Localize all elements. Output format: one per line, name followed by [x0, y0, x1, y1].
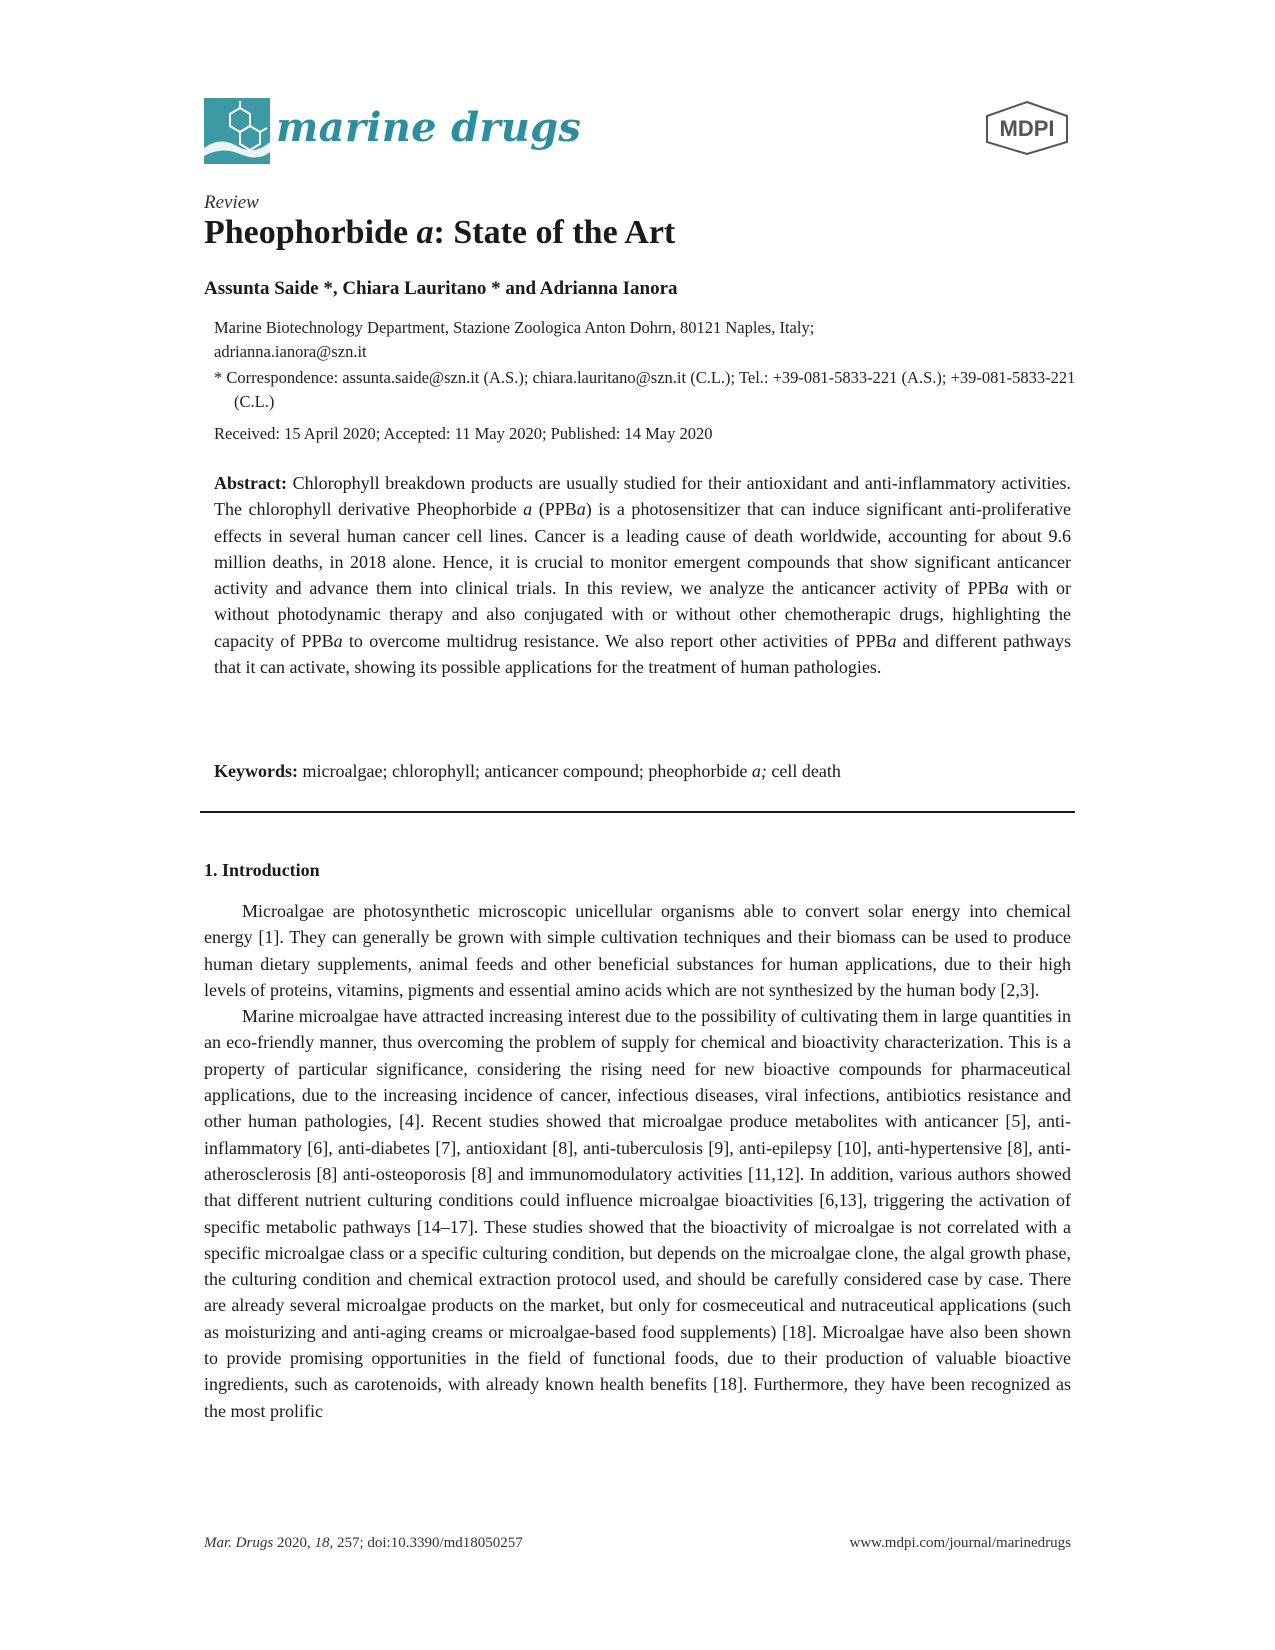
author-list: Assunta Saide *, Chiara Lauritano * and Adrianna Ianora: [204, 278, 678, 299]
introduction-body: [204, 898, 1071, 1424]
abstract-label: Abstract:: [214, 473, 287, 493]
journal-name: marine drugs: [276, 104, 582, 151]
article-type: Review: [204, 192, 259, 213]
keywords-label: Keywords:: [214, 761, 298, 781]
paragraph: Marine microalgae have attracted increasing interest due to the possibility of cultivating them in large quantities in an eco-friendly manner, thus overcoming the problem of supply for chemical and bioactivity characterization. This is a property of particular significance, considering the rising need for new bioactive compounds for pharmaceutical applications, due to the increasing incidence of cancer, infectious diseases, viral infections, antibiotics resistance and other human pathologies, [4]. Recent studies showed that microalgae produce metabolites with anticancer [5], anti-inflammatory [6], anti-diabetes [7], antioxidant [8], anti-tuberculosis [9], anti-epilepsy [10], anti-hypertensive [8], anti-atherosclerosis [8] anti-osteoporosis [8] and immunomodulatory activities [11,12]. In addition, various authors showed that different nutrient culturing conditions could influence microalgae bioactivities [6,13], triggering the activation of specific metabolic pathways [14–17]. These studies showed that the bioactivity of microalgae is not correlated with a specific microalgae class or a specific culturing condition, but depends on the microalgae clone, the algal growth phase, the culturing condition and chemical extraction protocol used, and should be carefully considered case by case. There are already several microalgae products on the market, but only for cosmeceutical and nutraceutical applications (such as moisturizing and anti-aging creams or microalgae-based food supplements) [18]. Microalgae have also been shown to provide promising opportunities in the field of functional foods, due to their production of valuable bioactive ingredients, such as carotenoids, with already known health benefits [18]. Furthermore, they have been recognized as the most prolific: [204, 1006, 1071, 1421]
article-title: Pheophorbide a: State of the Art: [204, 214, 676, 251]
journal-url-link[interactable]: www.mdpi.com/journal/marinedrugs: [849, 1535, 1071, 1551]
citation-footer: Mar. Drugs 2020, 18, 257; doi:10.3390/md18050257: [204, 1535, 523, 1551]
email-link[interactable]: adrianna.ianora@szn.it: [214, 342, 367, 361]
publisher-logo-text: MDPI: [999, 116, 1055, 141]
mdpi-hexagon-logo-icon: [983, 100, 1071, 156]
publication-dates: Received: 15 April 2020; Accepted: 11 May 2020; Published: 14 May 2020: [214, 424, 713, 443]
paragraph: Microalgae are photosynthetic microscopic unicellular organisms able to convert solar energy into chemical energy [1]. They can generally be grown with simple cultivation techniques and their biomass can be used to produce human dietary supplements, animal feeds and other beneficial substances for human applications, due to their high levels of proteins, vitamins, pigments and essential amino acids which are not synthesized by the human body [2,3].: [204, 901, 1071, 1000]
affiliation: Marine Biotechnology Department, Stazione Zoologica Anton Dohrn, 80121 Naples, Italy; adrianna.ianora@szn.it: [214, 316, 1074, 364]
correspondence: * Correspondence: assunta.saide@szn.it (A.S.); chiara.lauritano@szn.it (C.L.); Tel.: +39-081-5833-221 (A.S.); +39-081-5833-221 (C.L.): [214, 368, 1076, 411]
marine-drugs-logo-icon: [204, 98, 270, 164]
abstract: Abstract: Chlorophyll breakdown products are usually studied for their antioxidant and anti-inflammatory activities. The chlorophyll derivative Pheophorbide a (PPBa) is a photosensitizer that can induce significant anti-proliferative effects in several human cancer cell lines. Cancer is a leading cause of death worldwide, accounting for about 9.6 million deaths, in 2018 alone. Hence, it is crucial to monitor emergent compounds that show significant anticancer activity and advance them into clinical trials. In this review, we analyze the anticancer activity of PPBa with or without photodynamic therapy and also conjugated with or without other chemotherapic drugs, highlighting the capacity of PPBa to overcome multidrug resistance. We also report other activities of PPBa and different pathways that it can activate, showing its possible applications for the treatment of human pathologies.: [214, 473, 1072, 678]
section-heading-introduction: 1. Introduction: [204, 860, 320, 880]
section-divider: [200, 811, 1075, 813]
keywords: Keywords: microalgae; chlorophyll; anticancer compound; pheophorbide a; cell death: [214, 761, 841, 781]
